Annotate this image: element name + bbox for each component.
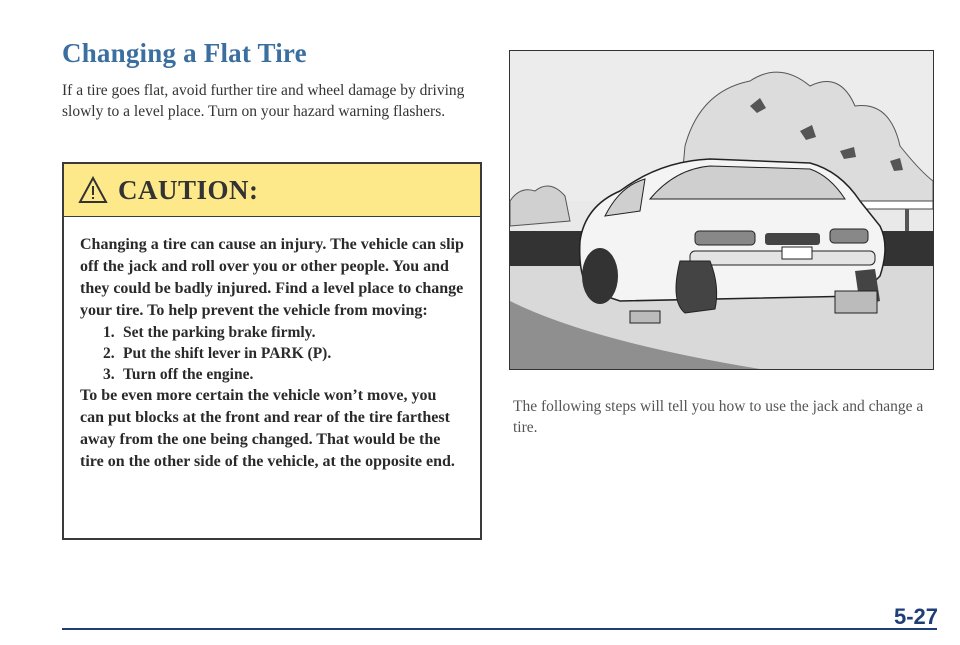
car-with-flat-tire-illustration <box>510 51 933 369</box>
caution-paragraph: Changing a tire can cause an injury. The vehicle can slip off the jack and roll over you or other people. You and they could be badly injured. Find a level place to change your tire. To help prevent the vehicle from moving: <box>80 236 464 319</box>
car-illustration <box>509 50 934 370</box>
following-steps-paragraph: The following steps will tell you how to use the jack and change a tire. <box>513 398 924 436</box>
caution-steps-list <box>103 322 464 385</box>
caution-header <box>64 164 480 217</box>
list-item <box>103 364 464 385</box>
step-number: 3. <box>103 366 115 383</box>
caution-box <box>62 162 482 540</box>
page-number: 5-27 <box>893 604 938 629</box>
page-title: Changing a Flat Tire <box>62 38 307 68</box>
list-item <box>103 322 464 343</box>
step-number: 2. <box>103 345 115 362</box>
footer-rule <box>62 628 937 630</box>
step-number: 1. <box>103 324 115 341</box>
step-text: Set the parking brake firmly. <box>123 324 316 341</box>
caution-body <box>80 234 464 473</box>
caution-label: CAUTION: <box>118 174 259 205</box>
step-text: Put the shift lever in PARK (P). <box>123 345 332 362</box>
step-text: Turn off the engine. <box>123 366 254 383</box>
warning-triangle-icon <box>78 176 108 204</box>
caution-paragraph: To be even more certain the vehicle won’t move, you can put blocks at the front and rear of the tire farthest away from the one being changed. That would be the tire on the other side of the vehicle, at the opposite end. <box>80 387 455 470</box>
list-item <box>103 343 464 364</box>
intro-paragraph: If a tire goes flat, avoid further tire and wheel damage by driving slowly to a level place. Turn on your hazard warning flashers. <box>62 82 465 120</box>
